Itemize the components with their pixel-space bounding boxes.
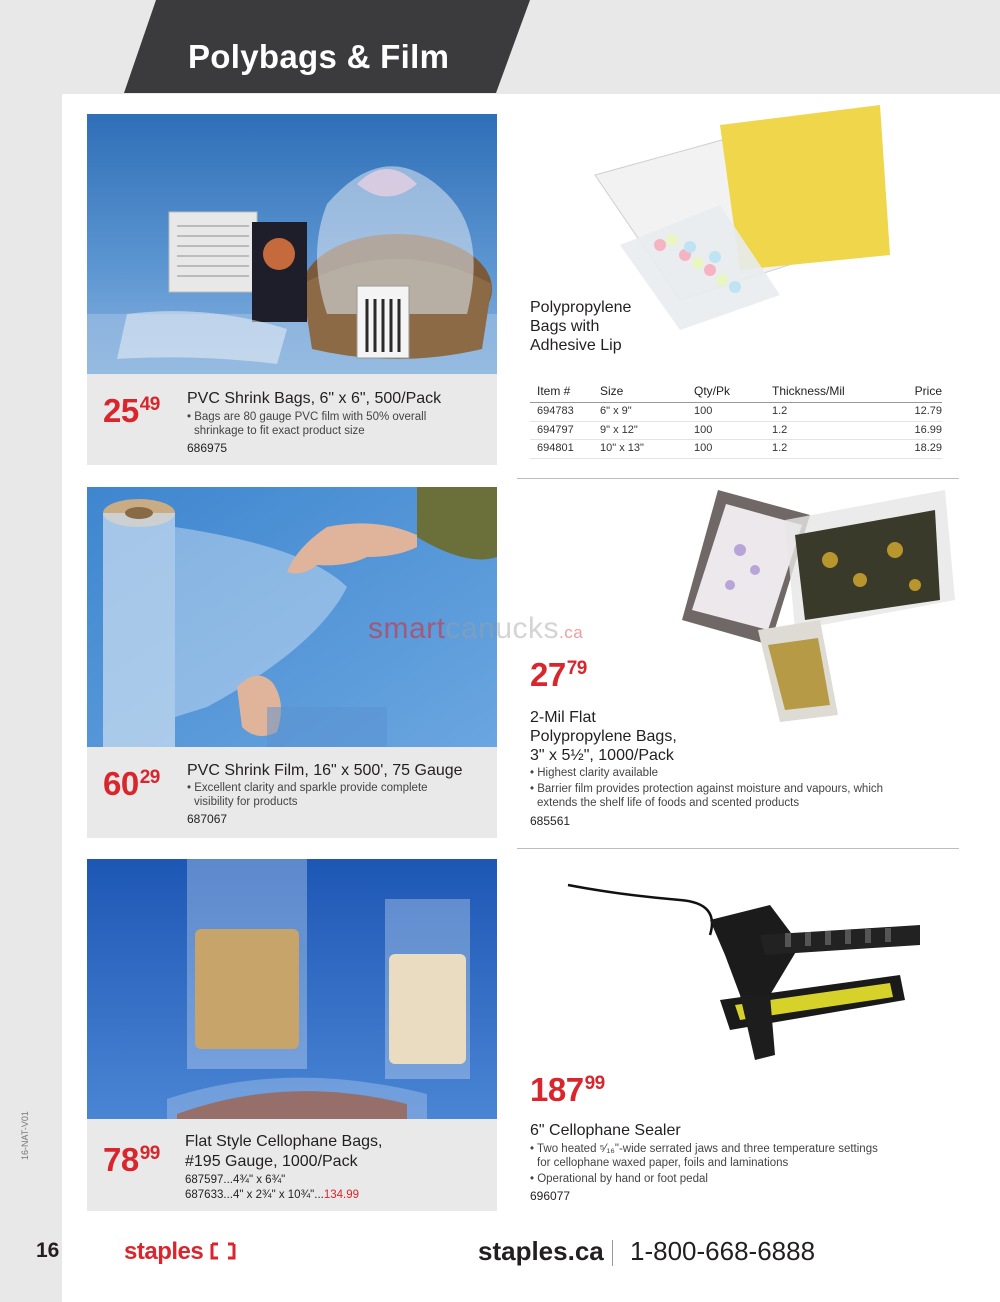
- product-bullet: extends the shelf life of foods and scented products: [537, 797, 800, 809]
- product-sku: 687597...4¾" x 6¾": [185, 1174, 286, 1186]
- product-title: PVC Shrink Bags, 6" x 6", 500/Pack: [187, 390, 442, 407]
- product-photo-gift-basket: [87, 114, 497, 374]
- product-title: PVC Shrink Film, 16" x 500', 75 Gauge: [187, 762, 463, 779]
- table-cell: 100: [694, 442, 713, 454]
- product-sku: 696077: [530, 1189, 571, 1203]
- product-card-cellophane-bags: [87, 859, 497, 1211]
- product-bullet: visibility for products: [194, 796, 298, 808]
- table-cell: 1.2: [772, 423, 788, 436]
- product-title: 6" Cellophane Sealer: [530, 1122, 681, 1139]
- page-number: 16: [36, 1239, 60, 1262]
- table-cell: 18.29: [914, 442, 942, 454]
- table-cell: 100: [694, 405, 713, 417]
- footer-website[interactable]: staples.ca: [478, 1236, 604, 1266]
- column-header: Item #: [537, 384, 571, 398]
- table-cell: 10" x 13": [600, 442, 644, 454]
- table-row: [530, 422, 942, 441]
- product-title: Polypropylene Bags,: [530, 728, 677, 745]
- product-bullet: • Excellent clarity and sparkle provide complete: [187, 782, 428, 794]
- divider: [517, 478, 959, 479]
- column-header: Qty/Pk: [694, 384, 731, 398]
- table-cell: 16.99: [914, 423, 942, 436]
- table-cell: 1.2: [772, 442, 788, 454]
- product-bullet: • Barrier film provides protection against moisture and vapours, which: [530, 783, 884, 795]
- product-title: #195 Gauge, 1000/Pack: [185, 1153, 358, 1170]
- table-header: [530, 384, 942, 403]
- product-photo-cellophane-bags: [87, 859, 497, 1119]
- product-sku: 686975: [187, 441, 228, 455]
- product-title: 3" x 5½", 1000/Pack: [530, 747, 674, 764]
- product-card-pvc-shrink-bags: [87, 114, 497, 465]
- sku-price: 134.99: [323, 1189, 360, 1201]
- watermark: smartcanucks.ca: [368, 612, 584, 645]
- product-title: Flat Style Cellophane Bags,: [185, 1133, 383, 1150]
- left-margin-band: [0, 0, 62, 1302]
- product-bullet: • Operational by hand or foot pedal: [530, 1173, 708, 1185]
- product-sku: 687067: [187, 812, 228, 826]
- product-bullet: • Two heated ⁵⁄₁₆"-wide serrated jaws and three temperature settings: [530, 1143, 878, 1155]
- product-title: 2-Mil Flat: [530, 709, 596, 726]
- product-photo-sealer: [560, 875, 940, 1075]
- product-photo-pp-bags: [590, 105, 950, 330]
- price: $25^{49}$: [103, 392, 160, 429]
- footer-phone[interactable]: 1-800-668-6888: [630, 1236, 816, 1266]
- price: $27^{79}$: [530, 656, 587, 693]
- catalog-code: 16-NAT-V01: [20, 1111, 30, 1160]
- product-sku: 685561: [530, 814, 571, 828]
- product-title: Bags with: [530, 318, 600, 335]
- page-title: Polybags & Film: [188, 38, 450, 75]
- table-row: [530, 440, 942, 459]
- table-cell: 694783: [537, 405, 574, 417]
- column-header: Thickness/Mil: [772, 384, 845, 398]
- product-title: Polypropylene: [530, 299, 632, 316]
- table-cell: 100: [694, 423, 713, 436]
- table-cell: 9" x 12": [600, 423, 638, 436]
- pp-bags-price-table: [530, 384, 942, 459]
- price: $187^{99}$: [530, 1071, 605, 1108]
- staples-logo: staples: [124, 1238, 204, 1265]
- table-cell: 6" x 9": [600, 405, 632, 417]
- table-cell: 694801: [537, 442, 574, 454]
- table-cell: 1.2: [772, 405, 788, 417]
- column-header: Size: [600, 384, 624, 398]
- product-sku: 687633...4" x 2¾" x 10¾"...134.99: [185, 1189, 360, 1201]
- price: $78^{99}$: [103, 1141, 160, 1178]
- footer-separator: [612, 1240, 613, 1266]
- staples-logo-icon: [210, 1242, 236, 1260]
- column-header: Price: [914, 384, 942, 398]
- product-bullet: shrinkage to fit exact product size: [194, 425, 365, 437]
- table-cell: 12.79: [914, 405, 942, 417]
- table-cell: 694797: [537, 423, 574, 436]
- table-row: [530, 403, 942, 422]
- product-photo-flat-pp-bags: [670, 490, 960, 730]
- product-bullet: • Bags are 80 gauge PVC film with 50% overall: [187, 411, 427, 423]
- product-bullet: • Highest clarity available: [530, 767, 659, 779]
- product-bullet: for cellophane waxed paper, foils and laminations: [537, 1157, 789, 1169]
- product-title: Adhesive Lip: [530, 337, 622, 354]
- product-card-pvc-shrink-film: [87, 487, 497, 838]
- price: $60^{29}$: [103, 765, 160, 802]
- divider: [517, 848, 959, 849]
